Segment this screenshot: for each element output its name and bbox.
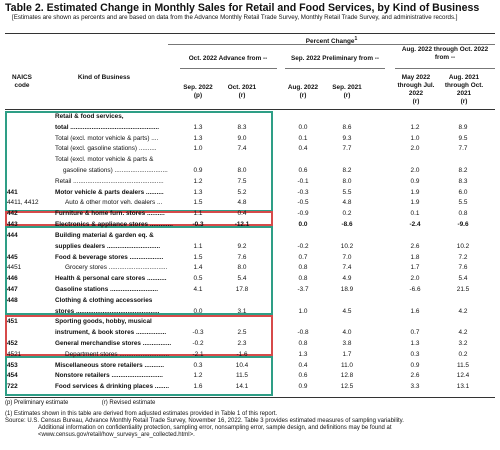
kind-header: Kind of Business xyxy=(77,74,131,81)
percent-change-cell: 2.0 xyxy=(410,145,420,152)
percent-change-cell: -6.6 xyxy=(409,286,421,293)
percent-change-cell: 1.3 xyxy=(193,124,203,131)
percent-change-cell: 9.0 xyxy=(237,135,247,142)
group-header-oct-advance: Oct. 2022 Advance from -- xyxy=(188,55,268,62)
percent-change-cell: 7.0 xyxy=(342,254,352,261)
column-header-status: (r) xyxy=(238,92,246,99)
percent-change-cell: 3.3 xyxy=(410,383,420,390)
percent-change-cell: 4.2 xyxy=(458,329,468,336)
percent-change-cell: 1.7 xyxy=(342,351,352,358)
header-bottom-rule xyxy=(5,109,495,110)
percent-change-cell: 1.1 xyxy=(193,243,203,250)
percent-change-cell: 12.4 xyxy=(456,372,470,379)
percent-change-cell: 3.8 xyxy=(342,340,352,347)
percent-change-cell: 0.8 xyxy=(298,275,308,282)
percent-change-cell: -0.3 xyxy=(192,329,204,336)
percent-change-cell: 1.8 xyxy=(410,254,420,261)
percent-change-cell: -0.9 xyxy=(297,210,309,217)
percent-change-cell: 4.8 xyxy=(342,199,352,206)
percent-change-cell: 1.2 xyxy=(193,178,203,185)
percent-change-cell: 1.3 xyxy=(298,351,308,358)
percent-change-cell: 1.7 xyxy=(410,264,420,271)
kind-of-business: supplies dealers .............................. xyxy=(55,243,161,250)
percent-change-cell: 1.2 xyxy=(193,372,203,379)
column-header-status: (p) xyxy=(193,92,203,99)
legend-preliminary: (p) Preliminary estimate xyxy=(5,400,69,406)
percent-change-cell: -2.4 xyxy=(409,221,421,228)
percent-change-cell: 4.9 xyxy=(342,275,352,282)
group1-rule xyxy=(180,68,277,69)
percent-change-cell: -8.6 xyxy=(341,221,353,228)
percent-change-cell: 8.6 xyxy=(342,124,352,131)
column-header-label: Aug. 2021 through Oct. 2021 xyxy=(444,74,484,97)
group3-rule xyxy=(395,68,495,69)
percent-change-cell: -2.1 xyxy=(192,351,204,358)
column-header-status: (r) xyxy=(299,92,307,99)
column-header-label: Oct. 2021 xyxy=(227,84,257,91)
kind-of-business: Nonstore retailers ............................. xyxy=(55,372,163,379)
naics-code: 454 xyxy=(7,372,18,379)
percent-change-cell: -0.1 xyxy=(297,178,309,185)
percent-change-cell: 0.1 xyxy=(298,135,308,142)
kind-of-business: Total (excl. motor vehicle & parts & xyxy=(55,156,154,163)
percent-change-cell: 13.1 xyxy=(456,383,470,390)
column-header-6 xyxy=(439,74,489,106)
naics-code: 447 xyxy=(7,286,18,293)
percent-change-cell: -0.3 xyxy=(192,221,204,228)
percent-change-cell: 0.6 xyxy=(298,167,308,174)
percent-change-cell: -9.6 xyxy=(457,221,469,228)
percent-change-cell: 0.9 xyxy=(410,362,420,369)
kind-of-business: Electronics & appliance stores ............. xyxy=(55,221,173,228)
percent-change-cell: 1.1 xyxy=(193,210,203,217)
kind-of-business: Food & beverage stores ................... xyxy=(55,254,164,261)
percent-change-cell: 4.8 xyxy=(237,199,247,206)
percent-change-cell: 11.0 xyxy=(341,362,353,369)
column-header-1 xyxy=(178,84,218,100)
column-header-label: May 2022 through Jul. 2022 xyxy=(397,74,435,97)
column-header-status: (r) xyxy=(343,92,351,99)
column-header-status: (r) xyxy=(412,98,420,105)
percent-change-cell: -3.7 xyxy=(297,286,309,293)
percent-change-cell: 4.1 xyxy=(193,286,203,293)
naics-code: 453 xyxy=(7,362,18,369)
percent-change-cell: 0.8 xyxy=(298,264,308,271)
percent-change-cell: 2.0 xyxy=(410,167,420,174)
percent-change-cell: 0.8 xyxy=(298,340,308,347)
percent-change-cell: 5.5 xyxy=(458,199,468,206)
percent-change-cell: 4.0 xyxy=(342,329,352,336)
percent-change-cell: 8.2 xyxy=(342,167,352,174)
column-header-3 xyxy=(283,84,323,100)
percent-change-cell: 7.6 xyxy=(458,264,468,271)
percent-change-cell: 0.0 xyxy=(298,124,308,131)
percent-change-cell: 6.0 xyxy=(458,189,468,196)
group-header-aug-oct: Aug. 2022 through Oct. 2022 from -- xyxy=(401,46,489,61)
percent-change-cell: 7.4 xyxy=(342,264,352,271)
percent-change-cell: 1.9 xyxy=(410,199,420,206)
column-header-2 xyxy=(222,84,262,100)
percent-change-cell: 0.7 xyxy=(410,329,420,336)
percent-change-cell: 1.3 xyxy=(193,189,203,196)
percent-change-cell: 0.9 xyxy=(298,383,308,390)
percent-change-cell: 0.2 xyxy=(342,210,352,217)
percent-change-cell: 1.0 xyxy=(410,135,420,142)
percent-change-cell: 0.3 xyxy=(193,362,203,369)
percent-change-cell: 8.3 xyxy=(237,124,247,131)
percent-change-cell: 8.0 xyxy=(237,167,247,174)
percent-change-cell: 1.6 xyxy=(193,383,203,390)
table-subtitle: [Estimates are shown as percents and are based on data from the Advance Monthly Retail Trade Survey, Monthly Retail Trade Survey, and administrative records.] xyxy=(12,14,458,21)
percent-change-cell: 10.2 xyxy=(340,243,354,250)
kind-of-business: Food services & drinking places ........ xyxy=(55,383,170,390)
percent-change-cell: 1.5 xyxy=(193,199,203,206)
column-header-4 xyxy=(327,84,367,100)
naics-code: 444 xyxy=(7,232,18,239)
percent-change-cell: 1.3 xyxy=(410,340,420,347)
percent-change-cell: 8.0 xyxy=(342,178,352,185)
column-header-label: Sep. 2021 xyxy=(332,84,362,91)
percent-change-cell: 21.5 xyxy=(456,286,470,293)
naics-code: 448 xyxy=(7,297,18,304)
percent-change-cell: 10.4 xyxy=(235,362,249,369)
percent-change-cell: -0.8 xyxy=(297,329,309,336)
column-header-label: Sep. 2022 xyxy=(183,84,213,91)
kind-of-business: total .................................................. xyxy=(55,124,160,131)
percent-change-cell: 0.0 xyxy=(298,221,308,228)
percent-change-cell: 8.2 xyxy=(458,167,468,174)
footnote-source: Source: U.S. Census Bureau, Advance Monthly Retail Trade Survey, November 16, 2022. Table 3 provides estimated measures of sampling variability. xyxy=(5,418,404,424)
percent-change-cell: 9.2 xyxy=(237,243,247,250)
kind-of-business: Auto & other motor veh. dealers ... xyxy=(65,199,163,206)
percent-change-cell: 2.6 xyxy=(410,243,420,250)
percent-change-cell: 0.2 xyxy=(458,351,468,358)
percent-change-cell: 2.0 xyxy=(410,275,420,282)
table-bottom-rule xyxy=(5,397,495,398)
percent-change-cell: 0.5 xyxy=(193,275,203,282)
percent-change-cell: 9.3 xyxy=(342,135,352,142)
column-header-status: (r) xyxy=(460,98,468,105)
percent-change-cell: 5.2 xyxy=(237,189,247,196)
percent-change-cell: 1.3 xyxy=(193,135,203,142)
percent-change-cell: 2.3 xyxy=(237,340,247,347)
footnote-1: (1) Estimates shown in this table are derived from adjusted estimates provided in Table 1 of this report. xyxy=(5,411,278,417)
percent-change-cell: 7.7 xyxy=(458,145,468,152)
naics-code: 446 xyxy=(7,275,18,282)
percent-change-cell: 11.5 xyxy=(236,372,248,379)
percent-change-cell: 0.0 xyxy=(193,308,203,315)
percent-change-cell: 8.0 xyxy=(237,264,247,271)
naics-header: NAICS code xyxy=(12,74,32,89)
percent-change-cell: 4.5 xyxy=(342,308,352,315)
percent-change-cell: -0.5 xyxy=(297,199,309,206)
percent-change-cell: 0.9 xyxy=(410,178,420,185)
percent-change-cell: 14.1 xyxy=(235,383,249,390)
percent-change-cell: 0.4 xyxy=(237,210,247,217)
percent-change-cell: 1.9 xyxy=(410,189,420,196)
percent-change-cell: 3.1 xyxy=(237,308,247,315)
percent-change-cell: 8.3 xyxy=(458,178,468,185)
percent-change-cell: -1.6 xyxy=(236,351,248,358)
kind-of-business: Motor vehicle & parts dealers .......... xyxy=(55,189,164,196)
percent-change-cell: 9.5 xyxy=(458,135,468,142)
kind-of-business: Total (excl. motor vehicle & parts) .... xyxy=(55,135,159,142)
group-header-sep-preliminary: Sep. 2022 Preliminary from -- xyxy=(290,55,380,62)
percent-change-cell: 1.0 xyxy=(193,145,203,152)
percent-change-cell: -0.3 xyxy=(297,189,309,196)
kind-of-business: Gasoline stations ........................... xyxy=(55,286,158,293)
percent-change-header: Percent Change$^1$ xyxy=(305,36,358,46)
legend-line xyxy=(5,400,495,408)
percent-change-cell: 18.9 xyxy=(340,286,354,293)
percent-change-cell: -0.2 xyxy=(297,243,309,250)
percent-change-cell: 5.4 xyxy=(237,275,247,282)
column-header-label: Aug. 2022 xyxy=(287,84,319,91)
footnote-additional: Additional information on confidentiality protection, sampling error, nonsampling error, sample design, and definitions may be found at xyxy=(38,425,392,431)
naics-code: 4521 xyxy=(7,351,22,358)
naics-code: 451 xyxy=(7,318,18,325)
kind-of-business: gasoline stations) .............................. xyxy=(63,167,168,174)
kind-of-business: Sporting goods, hobby, musical xyxy=(55,318,152,325)
percent-change-cell: 11.5 xyxy=(457,362,469,369)
naics-code: 452 xyxy=(7,340,18,347)
naics-code: 442 xyxy=(7,210,18,217)
kind-of-business: Miscellaneous store retailers ........... xyxy=(55,362,165,369)
column-header-5 xyxy=(391,74,441,106)
naics-code: 722 xyxy=(7,383,18,390)
percent-change-cell: 7.5 xyxy=(237,178,247,185)
percent-change-cell: 7.7 xyxy=(342,145,352,152)
kind-of-business: Grocery stores ................................. xyxy=(65,264,168,271)
legend-revised: (r) Revised estimate xyxy=(101,400,156,406)
percent-change-cell: 0.4 xyxy=(298,362,308,369)
percent-change-cell: 0.4 xyxy=(298,145,308,152)
header-top-rule xyxy=(5,33,495,34)
naics-code: 4411, 4412 xyxy=(7,199,39,206)
table-title: Table 2. Estimated Change in Monthly Sales for Retail and Food Services, by Kind of Business xyxy=(5,2,480,14)
percent-change-cell: 1.0 xyxy=(298,308,308,315)
percent-change-cell: 0.6 xyxy=(298,372,308,379)
percent-change-cell: 7.2 xyxy=(458,254,468,261)
naics-code: 443 xyxy=(7,221,18,228)
kind-of-business: Health & personal care stores ........... xyxy=(55,275,167,282)
footnote-url: <www.census.gov/retail/how_surveys_are_collected.html>. xyxy=(38,432,195,438)
kind-of-business: Total (excl. gasoline stations) .......... xyxy=(55,145,157,152)
percent-change-cell: 0.7 xyxy=(298,254,308,261)
kind-of-business: Retail ................................................... xyxy=(55,178,164,185)
percent-change-cell: 5.4 xyxy=(458,275,468,282)
group2-rule xyxy=(285,68,385,69)
percent-change-cell: 0.8 xyxy=(458,210,468,217)
percent-change-cell: 1.2 xyxy=(410,124,420,131)
percent-change-cell: 1.4 xyxy=(193,264,203,271)
percent-change-cell: 1.6 xyxy=(410,308,420,315)
percent-change-cell: 8.9 xyxy=(458,124,468,131)
percent-change-cell: 12.5 xyxy=(340,383,354,390)
percent-change-cell: 7.4 xyxy=(237,145,247,152)
kind-of-business: instrument, & book stores ................. xyxy=(55,329,167,336)
percent-change-cell: 0.9 xyxy=(193,167,203,174)
kind-of-business: Clothing & clothing accessories xyxy=(55,297,153,304)
percent-change-cell: 3.2 xyxy=(458,340,468,347)
kind-of-business: stores ............................................... xyxy=(55,308,160,315)
percent-change-cell: 7.6 xyxy=(237,254,247,261)
percent-change-cell: 5.5 xyxy=(342,189,352,196)
percent-change-cell: -12.1 xyxy=(234,221,250,228)
percent-change-cell: 1.5 xyxy=(193,254,203,261)
kind-of-business: General merchandise stores ................ xyxy=(55,340,172,347)
percent-change-cell: 0.1 xyxy=(410,210,420,217)
kind-of-business: Retail & food services, xyxy=(55,113,124,120)
percent-change-cell: 0.3 xyxy=(410,351,420,358)
kind-of-business: Building material & garden eq. & xyxy=(55,232,154,239)
percent-change-cell: 10.2 xyxy=(456,243,470,250)
percent-change-cell: 2.5 xyxy=(237,329,247,336)
percent-change-cell: -0.2 xyxy=(192,340,204,347)
percent-change-cell: 17.8 xyxy=(235,286,249,293)
percent-change-cell: 4.2 xyxy=(458,308,468,315)
naics-code: 441 xyxy=(7,189,18,196)
kind-of-business: Department stores ............................ xyxy=(65,351,170,358)
percent-change-cell: 12.8 xyxy=(340,372,354,379)
naics-code: 4451 xyxy=(7,264,22,271)
naics-code: 445 xyxy=(7,254,18,261)
kind-of-business: Furniture & home furn. stores .......... xyxy=(55,210,165,217)
percent-change-cell: 2.6 xyxy=(410,372,420,379)
